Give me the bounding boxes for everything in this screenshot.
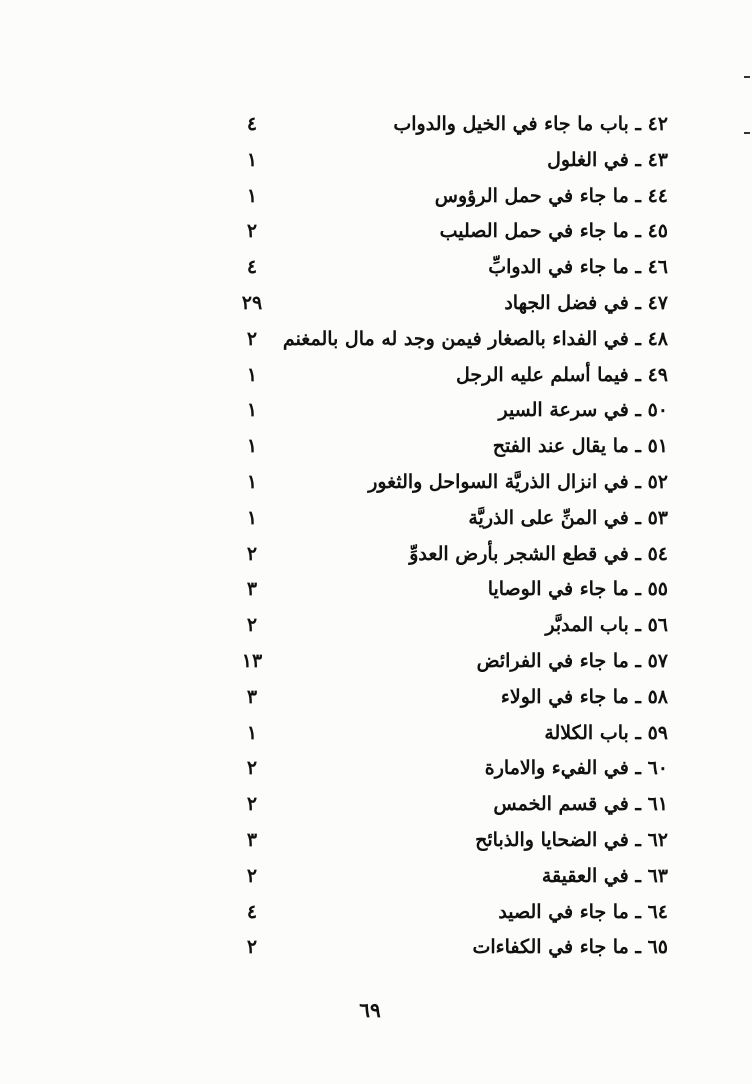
- entry-count: ٢: [246, 864, 258, 887]
- toc-entry: [232, 286, 668, 322]
- entry-title: ٤٤ ـ ما جاء في حمل الرؤوس: [434, 184, 668, 207]
- entry-count: ٤: [246, 900, 258, 923]
- toc-entry: [232, 751, 668, 787]
- entry-title: ٥٠ ـ في سرعة السير: [498, 399, 668, 422]
- entry-count: ٣: [246, 685, 258, 708]
- toc-entry: [232, 429, 668, 465]
- entry-count: ٣: [246, 578, 258, 601]
- toc-entry: [232, 716, 668, 752]
- entry-title: ٦١ ـ في قسم الخمس: [493, 793, 668, 816]
- entry-title: ٤٣ ـ في الغلول: [547, 148, 668, 171]
- page-number: ٦٩: [359, 998, 381, 1022]
- toc-entry: [232, 644, 668, 680]
- toc-entry: [232, 895, 668, 931]
- entry-count: ١: [246, 506, 258, 529]
- scan-edge-mark: [744, 76, 750, 78]
- scan-edge-mark: [744, 132, 750, 134]
- entry-count: ٢: [246, 793, 258, 816]
- toc-entry: [232, 608, 668, 644]
- toc-entry: [232, 859, 668, 895]
- entry-count: ٢: [246, 757, 258, 780]
- entry-title: ٤٨ ـ في الفداء بالصغار فيمن وجد له مال بالمغنم: [282, 327, 668, 350]
- entry-count: ١٣: [241, 649, 263, 672]
- entry-title: ٦٠ ـ في الفيء والامارة: [484, 757, 668, 780]
- toc-entry: [232, 823, 668, 859]
- entry-count: ٢: [246, 327, 258, 350]
- toc-entry: [232, 322, 668, 358]
- toc-entry: [232, 358, 668, 394]
- entry-title: ٥٥ ـ ما جاء في الوصايا: [487, 578, 668, 601]
- toc-entry: [232, 107, 668, 143]
- entry-title: ٥٢ ـ في انزال الذريَّة السواحل والثغور: [368, 470, 668, 493]
- toc-entry: [232, 787, 668, 823]
- entry-title: ٥٩ ـ باب الكلالة: [544, 721, 668, 744]
- entry-count: ١: [246, 470, 258, 493]
- entry-count: ٢: [246, 220, 258, 243]
- entry-title: ٤٥ ـ ما جاء في حمل الصليب: [439, 220, 668, 243]
- entry-title: ٦٥ ـ ما جاء في الكفاءات: [472, 936, 668, 959]
- entry-count: ١: [246, 435, 258, 458]
- table-of-contents: [232, 107, 668, 966]
- entry-count: ٤: [246, 113, 258, 135]
- entry-title: ٥١ ـ ما يقال عند الفتح: [492, 435, 668, 458]
- entry-count: ١: [246, 184, 258, 207]
- toc-entry: [232, 680, 668, 716]
- entry-count: ١: [246, 721, 258, 744]
- entry-title: ٦٤ ـ ما جاء في الصيد: [498, 900, 668, 923]
- entry-count: ٢٩: [241, 291, 263, 314]
- entry-title: ٤٦ ـ ما جاء في الدوابِّ: [488, 256, 668, 279]
- toc-entry: [232, 930, 668, 966]
- entry-count: ١: [246, 399, 258, 422]
- entry-title: ٥٨ ـ ما جاء في الولاء: [500, 685, 668, 708]
- entry-title: ٥٦ ـ باب المدبَّر: [545, 614, 668, 637]
- toc-entry: [232, 214, 668, 250]
- entry-count: ١: [246, 148, 258, 171]
- toc-entry: [232, 250, 668, 286]
- entry-title: ٤٩ ـ فيما أسلم عليه الرجل: [455, 363, 668, 386]
- entry-count: ٣: [246, 828, 258, 851]
- entry-title: ٥٤ ـ في قطع الشجر بأرض العدوِّ: [409, 542, 668, 565]
- entry-count: ٢: [246, 936, 258, 959]
- toc-entry: [232, 393, 668, 429]
- entry-count: ٤: [246, 256, 258, 279]
- toc-entry: [232, 537, 668, 573]
- toc-entry: [232, 179, 668, 215]
- entry-title: ٥٧ ـ ما جاء في الفرائض: [476, 649, 668, 672]
- toc-entry: [232, 572, 668, 608]
- entry-count: ٢: [246, 542, 258, 565]
- entry-title: ٦٢ ـ في الضحايا والذبائح: [475, 828, 668, 851]
- entry-title: ٤٧ ـ في فضل الجهاد: [504, 291, 668, 314]
- toc-entry: [232, 501, 668, 537]
- entry-title: ٥٣ ـ في المنِّ على الذريَّة: [468, 506, 668, 529]
- toc-entry: [232, 143, 668, 179]
- entry-count: ٢: [246, 614, 258, 637]
- entry-title: ٤٢ ـ باب ما جاء في الخيل والدواب: [393, 113, 668, 135]
- entry-title: ٦٣ ـ في العقيقة: [541, 864, 668, 887]
- entry-count: ١: [246, 363, 258, 386]
- toc-entry: [232, 465, 668, 501]
